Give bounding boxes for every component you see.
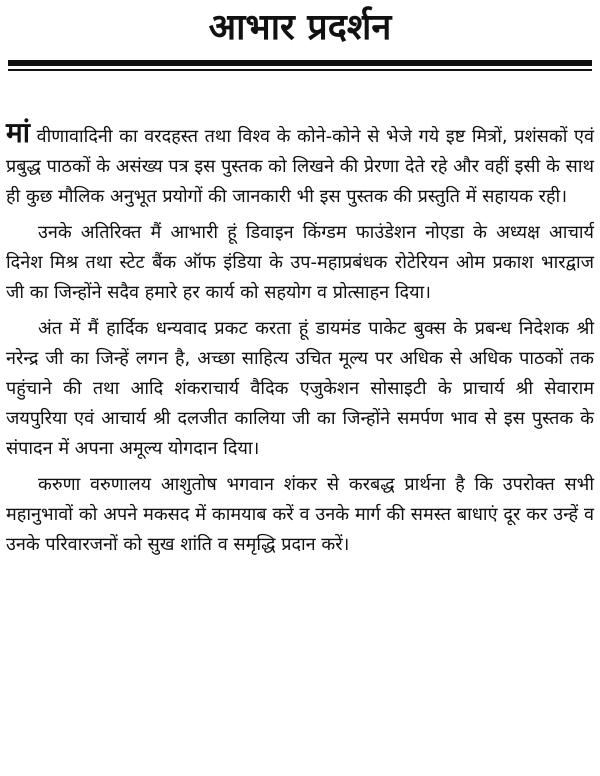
paragraph-4: करुणा वरुणालय आशुतोष भगवान शंकर से करबद्ध प्रार्थना है कि उपरोक्त सभी महानुभावों को अपने मकसद में कामयाब करें व उनके मार्ग की समस्त बाधाएं दूर कर उन्हें व उनके परिवारजनों को सुख शांति व समृद्धि प्रदान करें। [6,474,594,555]
paragraph-2: उनके अतिरिक्त मैं आभारी हूं डिवाइन किंग्डम फाउंडेशन नोएडा के अध्यक्ष आचार्य दिनेश मिश्र तथा स्टेट बैंक ऑफ इंडिया के उप-महाप्रबंधक रोटेरियन ओम प्रकाश भारद्वाज जी का जिन्होंने सदैव हमारे हर कार्य को सहयोग व प्रोत्साहन दिया। [6,222,594,303]
drop-word: मां [6,116,30,149]
body-text [6,116,594,566]
page-title: आभार प्रदर्शन [208,7,392,48]
title-underline-thick [8,60,592,66]
paragraph-1 [6,116,594,212]
title-underline-thin [8,69,592,71]
paragraph-3: अंत में मैं हार्दिक धन्यवाद प्रकट करता हूं डायमंड पाकेट बुक्स के प्रबन्ध निदेशक श्री नरेन्द्र जी का जिन्हें लगन है, अच्छा साहित्य उचित मूल्य पर अधिक से अधिक पाठकों तक पहुंचाने की तथा आदि शंकराचार्य वैदिक एजुकेशन सोसाइटी के प्राचार्य श्री सेवाराम जयपुरिया एवं आचार्य श्री दलजीत कालिया जी का जिन्होंने समर्पण भाव से इस पुस्तक के संपादन में अपना अमूल्य योगदान दिया। [6,318,594,459]
paragraph-1-text: वीणावादिनी का वरदहस्त तथा विश्व के कोने-कोने से भेजे गये इष्ट मित्रों, प्रशंसकों एवं प्रबुद्ध पाठकों के असंख्य पत्र इस पुस्तक को लिखने की प्रेरणा देते रहे और वहीं इसी के साथ ही कुछ मौलिक अनुभूत प्रयोगों की जानकारी भी इस पुस्तक की प्रस्तुति में सहायक रही। [6,126,594,207]
